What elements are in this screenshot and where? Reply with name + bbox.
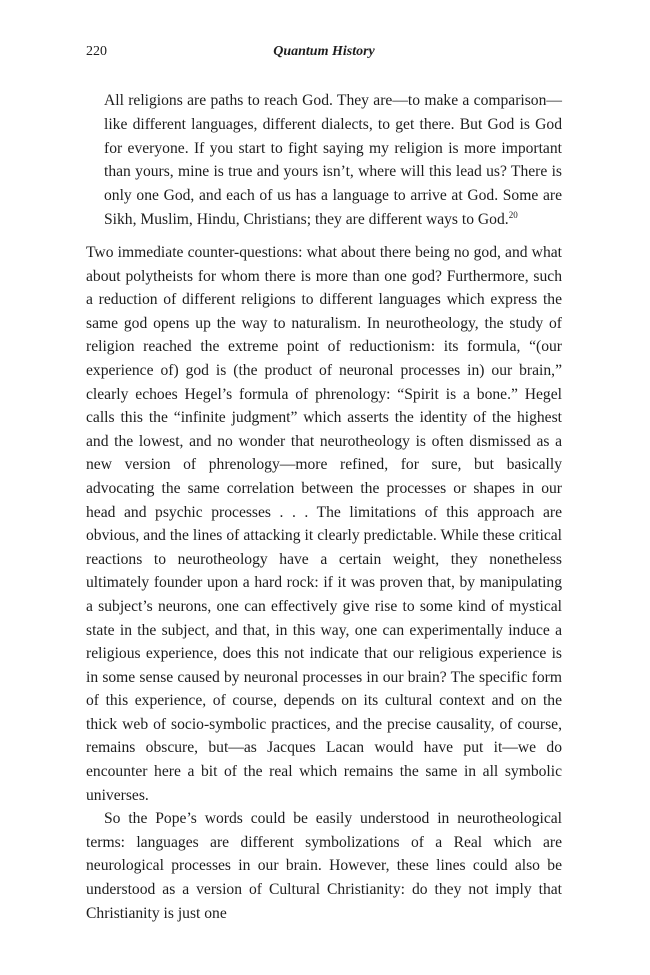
footnote-reference: 20 [508,209,518,220]
body-text [86,241,562,925]
paragraph-2: So the Pope’s words could be easily understood in neurotheological terms: languages are different symbolizations of a Real which are neurological processes in our brain. However, these lines could also be understood as a version of Cultural Christianity: do they not imply that Christianity is just one [86,810,562,922]
running-title: Quantum History [273,44,375,59]
page-number: 220 [86,44,107,59]
block-quote [104,89,562,232]
paragraph-1: Two immediate counter-questions: what about there being no god, and what about polytheists for whom there is more than one god? Furthermore, such a reduction of different religions to different languages which express the same god opens up the way to naturalism. In neurotheology, the study of religion reached the extreme point of reductionism: its formula, “(our experience of) god is (the product of neuronal processes in) our brain,” clearly echoes Hegel’s formula of phrenology: “Spirit is a bone.” Hegel calls this the “infinite judgment” which asserts the identity of the highest and the lowest, and no wonder that neurotheology is often dismissed as a new version of phrenology—more refined, for sure, but basically advocating the same correlation between the processes or shapes in our head and psychic processes . . . The limitations of this approach are obvious, and the lines of attacking it clearly predictable. While these critical reactions to neurotheology have a certain weight, they nonetheless ultimately founder upon a hard rock: if it was proven that, by manipulating a subject’s neurons, one can effectively give rise to some kind of mystical state in the subject, and that, in this way, one can experimentally induce a religious experience, does this not indicate that our religious experience is in some sense caused by neuronal processes in our brain? The specific form of this experience, of course, depends on its cultural context and on the thick web of socio-symbolic practices, and the precise causality, of course, remains obscure, but—as Jacques Lacan would have put it—we do encounter here a bit of the real which remains the same in all symbolic universes. [86,244,562,804]
block-quote-text: All religions are paths to reach God. They are—to make a comparison—like different languages, different dialects, to get there. But God is God for everyone. If you start to fight saying my religion is more important than yours, mine is true and yours isn’t, where will this lead us? There is only one God, and each of us has a language to arrive at God. Some are Sikh, Muslim, Hindu, Christians; they are different ways to God. [104,92,562,228]
running-header [86,44,562,66]
